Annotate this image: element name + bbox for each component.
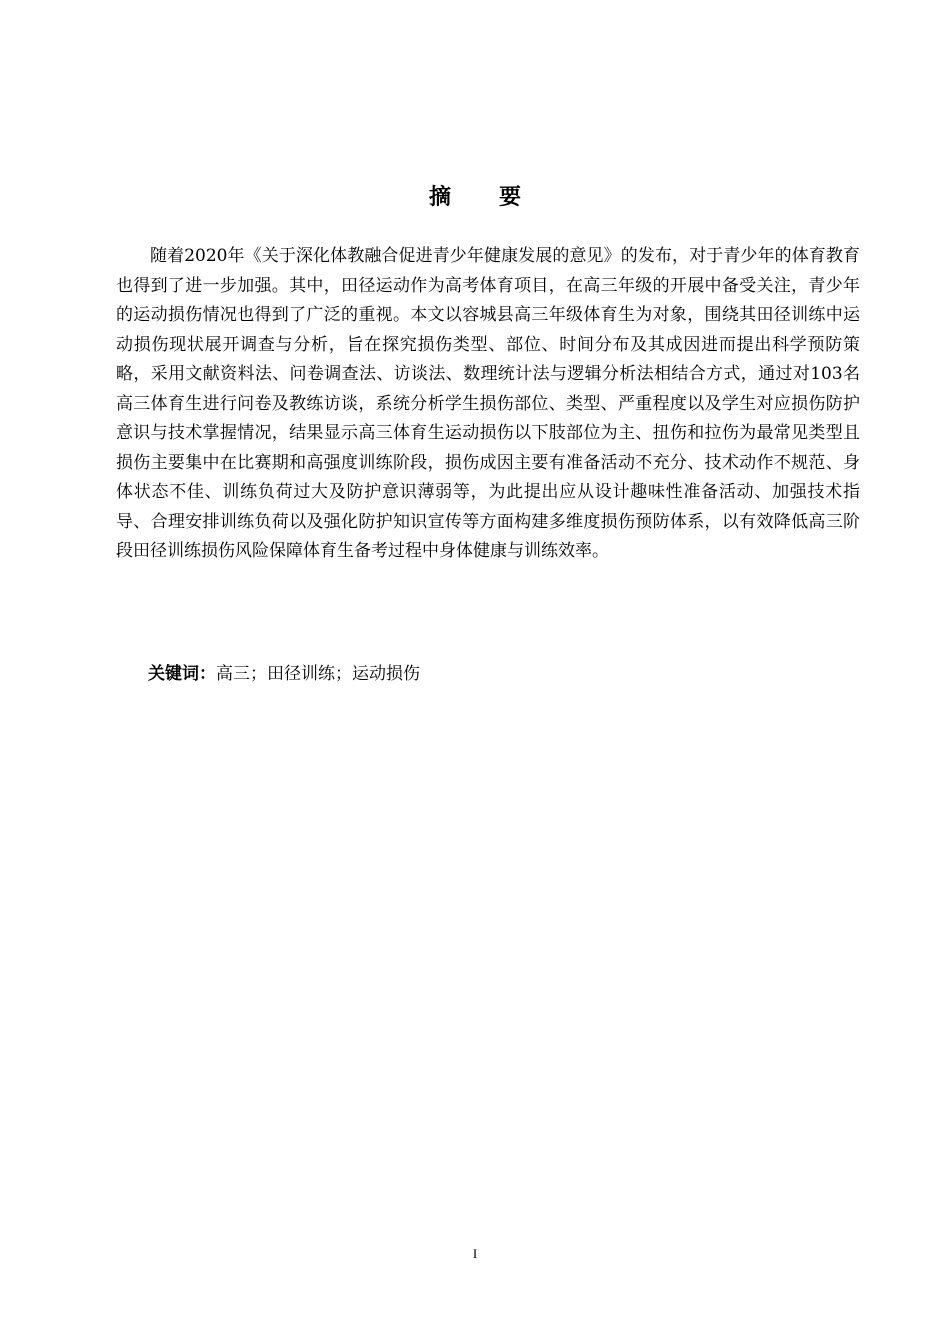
keywords-line <box>148 660 420 689</box>
abstract-body: 随着2020年《关于深化体教融合促进青少年健康发展的意见》的发布，对于青少年的体育教育也得到了进一步加强。其中，田径运动作为高考体育项目，在高三年级的开展中备受关注，青少年的运动损伤情况也得到了广泛的重视。本文以容城县高三年级体育生为对象，围绕其田径训练中运动损伤现状展开调查与分析，旨在探究损伤类型、部位、时间分布及其成因进而提出科学预防策略，采用文献资料法、问卷调查法、访谈法、数理统计法与逻辑分析法相结合方式，通过对103名高三体育生进行问卷及教练访谈，系统分析学生损伤部位、类型、严重程度以及学生对应损伤防护意识与技术掌握情况，结果显示高三体育生运动损伤以下肢部位为主、扭伤和拉伤为最常见类型且损伤主要集中在比赛期和高强度训练阶段，损伤成因主要有准备活动不充分、技术动作不规范、身体状态不佳、训练负荷过大及防护意识薄弱等，为此提出应从设计趣味性准备活动、加强技术指导、合理安排训练负荷以及强化防护知识宣传等方面构建多维度损伤预防体系，以有效降低高三阶段田径训练损伤风险保障体育生备考过程中身体健康与训练效率。 <box>116 246 860 561</box>
page-number: I <box>472 1246 478 1261</box>
abstract-heading <box>0 180 950 211</box>
keywords-label: 关键词： <box>148 664 216 684</box>
keywords-value: 高三；田径训练；运动损伤 <box>216 664 420 684</box>
abstract-heading-char-2: 要 <box>499 185 522 210</box>
abstract-heading-char-1: 摘 <box>428 185 451 210</box>
